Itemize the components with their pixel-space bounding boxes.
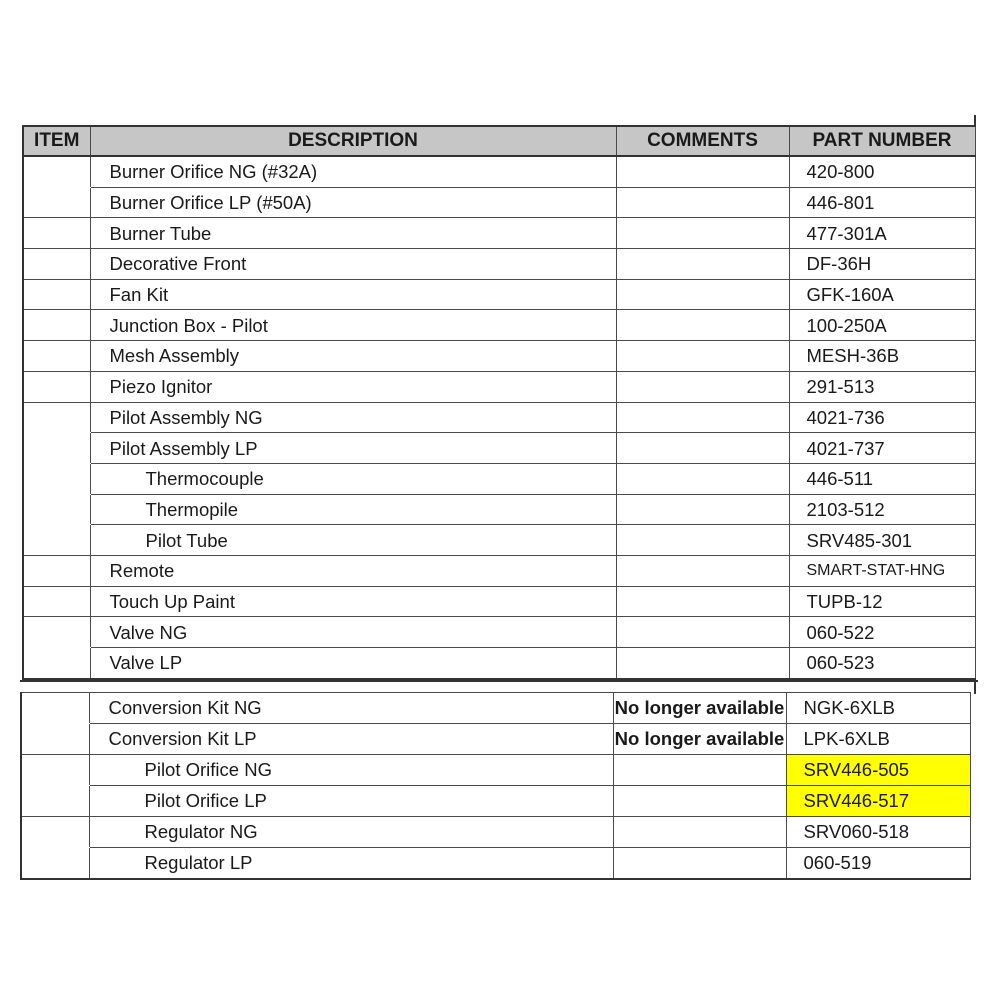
comments-cell xyxy=(616,648,789,679)
conversion-parts-table xyxy=(20,692,971,880)
table-row xyxy=(23,187,975,218)
part-number-cell-highlighted: SRV446-505 xyxy=(786,755,970,786)
item-cell xyxy=(23,402,90,433)
comments-cell xyxy=(616,249,789,280)
description-cell: Fan Kit xyxy=(90,279,616,310)
comments-cell xyxy=(616,156,789,187)
table-row xyxy=(21,848,970,880)
table-row xyxy=(23,617,975,648)
item-cell xyxy=(23,156,90,187)
comments-cell: No longer available xyxy=(613,693,786,724)
table-row xyxy=(23,371,975,402)
item-cell xyxy=(21,817,89,848)
item-cell xyxy=(21,693,89,724)
comments-cell xyxy=(616,279,789,310)
description-cell: Thermopile xyxy=(90,494,616,525)
part-number-cell: 060-522 xyxy=(789,617,975,648)
item-cell xyxy=(23,617,90,648)
table-row xyxy=(23,463,975,494)
table-row xyxy=(21,724,970,755)
comments-cell xyxy=(616,218,789,249)
page-edge-mark xyxy=(974,682,976,694)
item-cell xyxy=(23,310,90,341)
description-cell: Valve NG xyxy=(90,617,616,648)
description-cell: Conversion Kit NG xyxy=(89,693,613,724)
description-cell: Pilot Orifice NG xyxy=(89,755,613,786)
comments-cell xyxy=(613,817,786,848)
comments-header: COMMENTS xyxy=(616,126,789,156)
description-cell: Burner Orifice NG (#32A) xyxy=(90,156,616,187)
item-cell xyxy=(21,786,89,817)
comments-cell xyxy=(616,433,789,464)
header-row xyxy=(23,126,975,156)
table-row xyxy=(23,525,975,556)
comments-cell xyxy=(616,525,789,556)
description-cell: Remote xyxy=(90,555,616,586)
part-number-cell: DF-36H xyxy=(789,249,975,280)
description-header: DESCRIPTION xyxy=(90,126,616,156)
description-cell: Pilot Orifice LP xyxy=(89,786,613,817)
description-cell: Mesh Assembly xyxy=(90,341,616,372)
description-cell: Conversion Kit LP xyxy=(89,724,613,755)
part-number-cell: 2103-512 xyxy=(789,494,975,525)
item-cell xyxy=(23,586,90,617)
item-cell xyxy=(23,433,90,464)
item-cell xyxy=(23,371,90,402)
item-cell xyxy=(23,648,90,679)
item-cell xyxy=(23,341,90,372)
table-row xyxy=(23,279,975,310)
part-number-cell: 060-523 xyxy=(789,648,975,679)
part-number-cell-highlighted: SRV446-517 xyxy=(786,786,970,817)
item-cell xyxy=(23,249,90,280)
part-number-cell: 100-250A xyxy=(789,310,975,341)
part-number-cell: 477-301A xyxy=(789,218,975,249)
comments-cell xyxy=(616,310,789,341)
part-number-cell: TUPB-12 xyxy=(789,586,975,617)
description-cell: Valve LP xyxy=(90,648,616,679)
comments-cell: No longer available xyxy=(613,724,786,755)
description-cell: Burner Tube xyxy=(90,218,616,249)
comments-cell xyxy=(613,848,786,880)
part-number-cell: 291-513 xyxy=(789,371,975,402)
part-number-cell: 4021-736 xyxy=(789,402,975,433)
table-row xyxy=(21,786,970,817)
table-row xyxy=(23,249,975,280)
table-row xyxy=(23,341,975,372)
item-cell xyxy=(23,279,90,310)
item-header: ITEM xyxy=(23,126,90,156)
part-number-cell: SRV485-301 xyxy=(789,525,975,556)
table-row xyxy=(23,218,975,249)
part-number-cell: LPK-6XLB xyxy=(786,724,970,755)
part-number-cell: 446-511 xyxy=(789,463,975,494)
part-number-cell: 420-800 xyxy=(789,156,975,187)
description-cell: Decorative Front xyxy=(90,249,616,280)
item-cell xyxy=(23,218,90,249)
comments-cell xyxy=(616,187,789,218)
description-cell: Pilot Assembly LP xyxy=(90,433,616,464)
description-cell: Thermocouple xyxy=(90,463,616,494)
item-cell xyxy=(21,848,89,880)
comments-cell xyxy=(616,463,789,494)
description-cell: Pilot Tube xyxy=(90,525,616,556)
description-cell: Pilot Assembly NG xyxy=(90,402,616,433)
item-cell xyxy=(23,525,90,556)
table-row xyxy=(23,402,975,433)
table-row xyxy=(23,555,975,586)
comments-cell xyxy=(616,494,789,525)
comments-cell xyxy=(613,786,786,817)
part-number-cell: 4021-737 xyxy=(789,433,975,464)
item-cell xyxy=(21,724,89,755)
item-cell xyxy=(23,187,90,218)
table-row xyxy=(23,494,975,525)
table-row xyxy=(21,755,970,786)
comments-cell xyxy=(616,555,789,586)
item-cell xyxy=(23,463,90,494)
description-cell: Junction Box - Pilot xyxy=(90,310,616,341)
table-row xyxy=(23,433,975,464)
table-row xyxy=(23,310,975,341)
comments-cell xyxy=(616,617,789,648)
page-edge-mark xyxy=(974,115,976,127)
part-number-cell: 060-519 xyxy=(786,848,970,880)
part-number-cell: SRV060-518 xyxy=(786,817,970,848)
part-number-cell: GFK-160A xyxy=(789,279,975,310)
parts-table xyxy=(22,125,976,680)
part-number-cell: 446-801 xyxy=(789,187,975,218)
item-cell xyxy=(21,755,89,786)
part-number-cell: SMART-STAT-HNG xyxy=(789,555,975,586)
comments-cell xyxy=(613,755,786,786)
table-row xyxy=(23,586,975,617)
table-row xyxy=(23,156,975,187)
description-cell: Burner Orifice LP (#50A) xyxy=(90,187,616,218)
item-cell xyxy=(23,555,90,586)
part-number-header: PART NUMBER xyxy=(789,126,975,156)
comments-cell xyxy=(616,371,789,402)
item-cell xyxy=(23,494,90,525)
description-cell: Regulator NG xyxy=(89,817,613,848)
table-row xyxy=(21,817,970,848)
part-number-cell: MESH-36B xyxy=(789,341,975,372)
description-cell: Touch Up Paint xyxy=(90,586,616,617)
part-number-cell: NGK-6XLB xyxy=(786,693,970,724)
comments-cell xyxy=(616,402,789,433)
description-cell: Regulator LP xyxy=(89,848,613,880)
comments-cell xyxy=(616,341,789,372)
section-divider xyxy=(20,680,978,682)
description-cell: Piezo Ignitor xyxy=(90,371,616,402)
table-row xyxy=(21,693,970,724)
comments-cell xyxy=(616,586,789,617)
table-row xyxy=(23,648,975,679)
